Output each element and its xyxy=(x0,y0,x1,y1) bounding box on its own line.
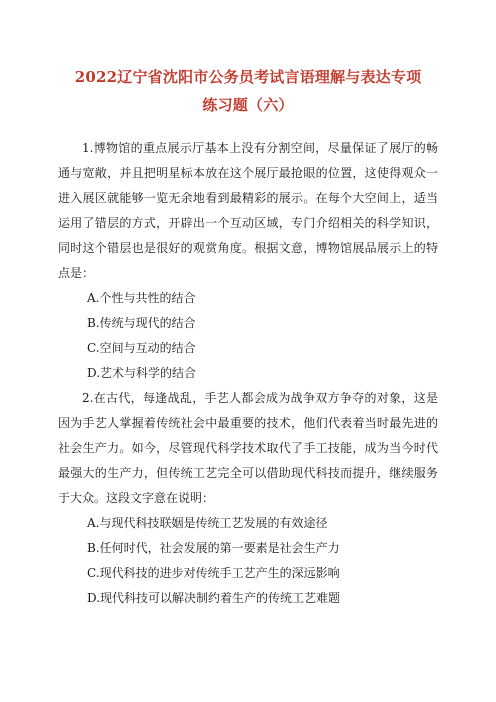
question-2-option-a: A.与现代科技联姻是传统工艺发展的有效途径 xyxy=(87,516,328,530)
question-1-option-b: B.传统与现代的结合 xyxy=(87,316,196,330)
question-2-option-b: B.任何时代，社会发展的第一要素是社会生产力 xyxy=(87,541,340,555)
document-title-line-2: 练习题（六） xyxy=(202,96,294,114)
question-1-option-c: C.空间与互动的结合 xyxy=(87,341,196,355)
question-list xyxy=(58,136,438,611)
question-1-option-a: A.个性与共性的结合 xyxy=(87,291,196,305)
question-1-stem: 1.博物馆的重点展示厅基本上没有分割空间，尽量保证了展厅的畅通与宽敞，并且把明星标本放在这个展厅最抢眼的位置，这使得观众一进入展区就能够一览无余地看到最精彩的展示。在每个大空间上，适当运用了错层的方式，开辟出一个互动区域，专门介绍相关的科学知识，同时这个错层也是很好的观赏角度。根据文意，博物馆展品展示上的特点是： xyxy=(58,141,438,280)
question-2-option-d: D.现代科技可以解决制约着生产的传统工艺难题 xyxy=(87,591,341,605)
question-1-option-d: D.艺术与科学的结合 xyxy=(87,366,197,380)
question-2-option-c: C.现代科技的进步对传统手工艺产生的深远影响 xyxy=(87,566,340,580)
document-title-line-1: 2022辽宁省沈阳市公务员考试言语理解与表达专项 xyxy=(74,68,422,86)
question-2-stem: 2.在古代，每逢战乱，手艺人都会成为战争双方争夺的对象，这是因为手艺人掌握着传统社会中最重要的技术，他们代表着当时最先进的社会生产力。如今，尽管现代科学技术取代了手工技能，成为当今时代最强大的生产力，但传统工艺完全可以借助现代科技而提升，继续服务于大众。这段文字意在说明： xyxy=(58,391,438,505)
